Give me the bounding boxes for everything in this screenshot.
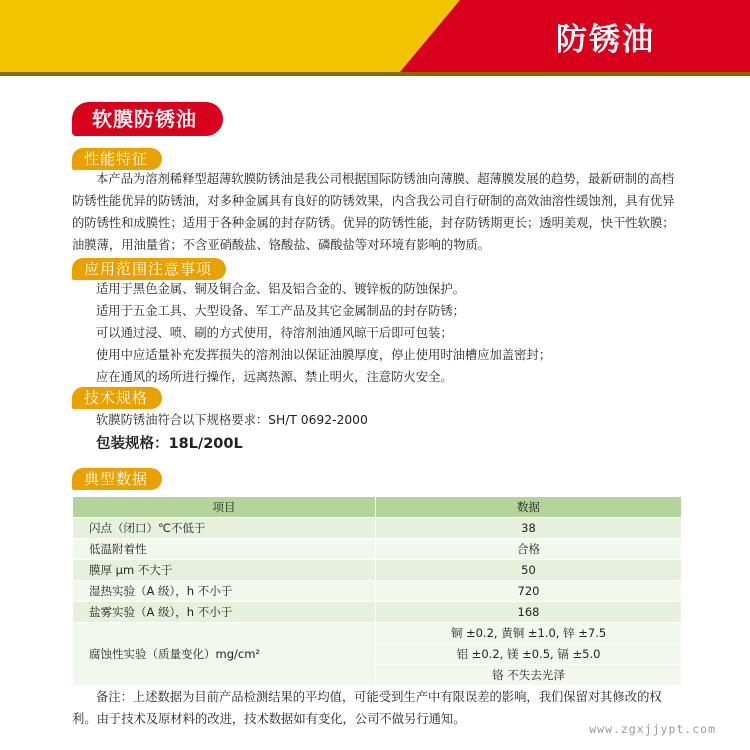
spec-requirement: 软膜防锈油符合以下规格要求：SH/T 0692-2000 bbox=[96, 413, 368, 427]
section-heading-specs: 技术规格 bbox=[72, 387, 162, 409]
header-banner bbox=[0, 0, 750, 80]
column-header-item: 项目 bbox=[73, 497, 376, 518]
row-item-corrosion: 腐蚀性实验（质量变化）mg/cm² bbox=[73, 623, 376, 686]
row-item: 盐雾实验（A 级），h 不小于 bbox=[73, 602, 376, 623]
row-value: 720 bbox=[376, 581, 682, 602]
table-row bbox=[73, 581, 682, 602]
features-paragraph bbox=[72, 168, 680, 256]
row-value: 38 bbox=[376, 518, 682, 539]
table-row bbox=[73, 539, 682, 560]
table-row bbox=[73, 623, 682, 644]
typical-data-table bbox=[72, 496, 682, 686]
table-row bbox=[73, 518, 682, 539]
section-heading-typical: 典型数据 bbox=[72, 468, 162, 490]
packaging-spec: 包装规格：18L/200L bbox=[96, 436, 243, 452]
features-text: 本产品为溶剂稀释型超薄软膜防锈油是我公司根据国际防锈油向薄膜、超薄膜发展的趋势，最新研制的高档防锈性能优异的防锈油，对多种金属具有良好的防锈效果，内含我公司自行研制的高效油溶性缓蚀剂，具有优异的防锈性和成膜性；适用于各种金属的封存防锈。优异的防锈性能，封存防锈期更长；透明美观，快干性软膜；油膜薄，用油量省；不含亚硝酸盐、铬酸盐、磷酸盐等对环境有影响的物质。 bbox=[72, 172, 675, 252]
application-line: 可以通过浸、喷、刷的方式使用，待溶剂油通风晾干后即可包装； bbox=[96, 326, 453, 340]
row-item: 低温附着性 bbox=[73, 539, 376, 560]
application-line: 适用于黑色金属、铜及铜合金、铝及铝合金的、镀锌板的防蚀保护。 bbox=[96, 282, 465, 296]
row-value: 合格 bbox=[376, 539, 682, 560]
column-header-value: 数据 bbox=[376, 497, 682, 518]
table-row bbox=[73, 560, 682, 581]
watermark: www.zgxjjypt.com bbox=[589, 722, 716, 736]
application-list bbox=[96, 278, 696, 388]
product-title: 软膜防锈油 bbox=[72, 102, 223, 136]
row-item: 膜厚 μm 不大于 bbox=[73, 560, 376, 581]
row-value: 168 bbox=[376, 602, 682, 623]
table-header-row bbox=[73, 497, 682, 518]
section-heading-features: 性能特征 bbox=[72, 148, 162, 170]
banner-title: 防锈油 bbox=[556, 22, 655, 58]
row-item: 闪点（闭口）℃不低于 bbox=[73, 518, 376, 539]
row-value: 50 bbox=[376, 560, 682, 581]
application-line: 应在通风的场所进行操作，远离热源、禁止明火，注意防火安全。 bbox=[96, 370, 453, 384]
footnote-text: 备注：上述数据为目前产品检测结果的平均值，可能受到生产中有限误差的影响，我们保留对其修改的权利。由于技术及原材料的改进，技术数据如有变化，公司不做另行通知。 bbox=[72, 690, 662, 726]
application-line: 使用中应适量补充发挥损失的溶剂油以保证油膜厚度，停止使用时油槽应加盖密封； bbox=[96, 348, 551, 362]
row-value: 铜 ±0.2, 黄铜 ±1.0, 锌 ±7.5 bbox=[376, 623, 682, 644]
section-heading-application: 应用范围注意事项 bbox=[72, 258, 226, 280]
row-item: 湿热实验（A 级），h 不小于 bbox=[73, 581, 376, 602]
row-value: 铝 ±0.2, 镁 ±0.5, 镉 ±5.0 bbox=[376, 644, 682, 665]
table-row bbox=[73, 602, 682, 623]
application-line: 适用于五金工具、大型设备、军工产品及其它金属制品的封存防锈； bbox=[96, 304, 465, 318]
row-value: 铬 不失去光泽 bbox=[376, 665, 682, 686]
banner-divider bbox=[0, 72, 750, 76]
